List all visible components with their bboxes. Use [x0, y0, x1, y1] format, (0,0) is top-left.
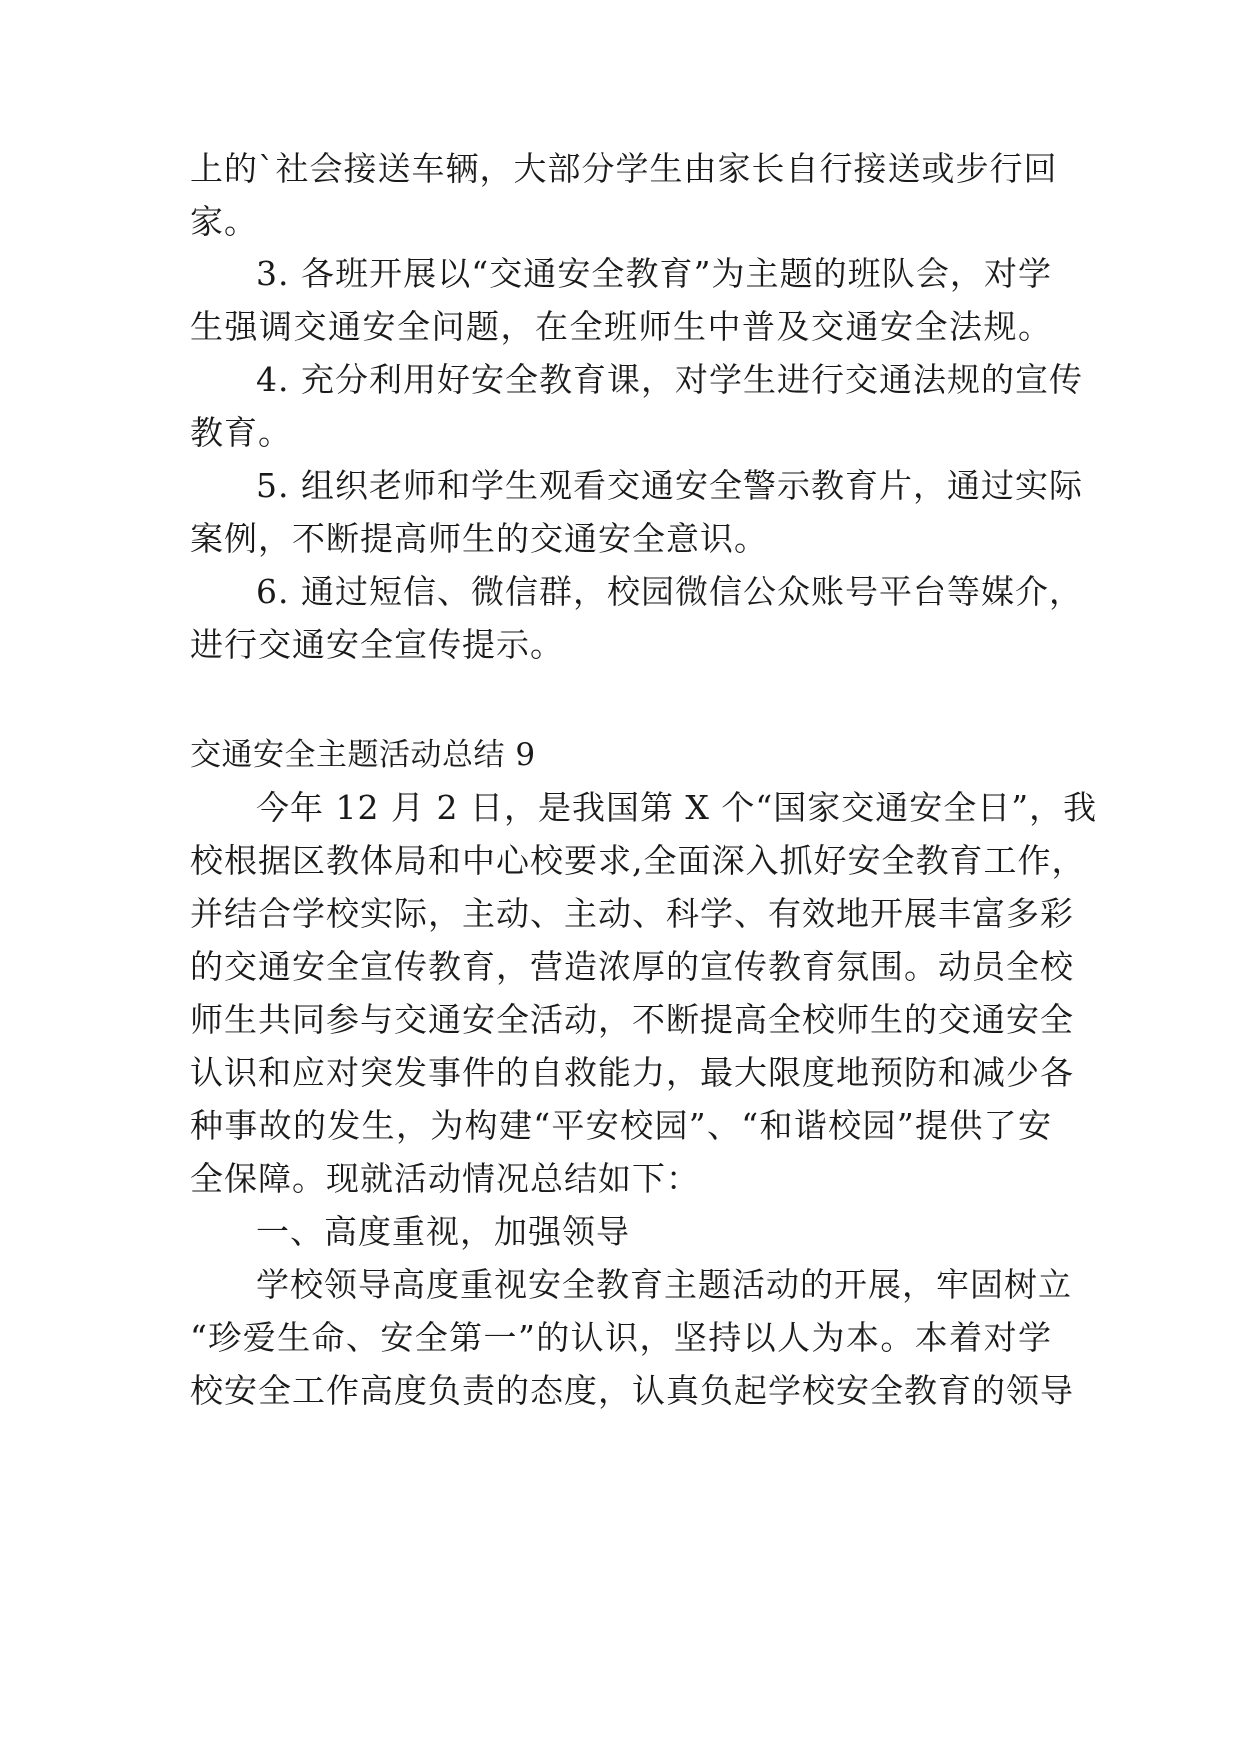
list-item-4: 4. 充分利用好安全教育课，对学生进行交通法规的宣传	[256, 360, 1083, 399]
paragraph-line: 种事故的发生，为构建“平安校园”、“和谐校园”提供了安	[190, 1106, 1052, 1145]
text-line: 案例，不断提高师生的交通安全意识。	[190, 519, 768, 558]
paragraph-line: 的交通安全宣传教育，营造浓厚的宣传教育氛围。动员全校	[190, 947, 1074, 986]
paragraph-line: 认识和应对突发事件的自救能力，最大限度地预防和减少各	[190, 1053, 1074, 1092]
paragraph-line: 全保障。现就活动情况总结如下：	[190, 1159, 700, 1198]
text-line: 进行交通安全宣传提示。	[190, 625, 564, 664]
subsection-heading: 一、高度重视，加强领导	[256, 1212, 630, 1251]
paragraph-line: 学校领导高度重视安全教育主题活动的开展，牢固树立	[256, 1265, 1072, 1304]
text-line: 生强调交通安全问题，在全班师生中普及交通安全法规。	[190, 307, 1052, 346]
list-item-6: 6. 通过短信、微信群，校园微信公众账号平台等媒介，	[256, 572, 1083, 611]
paragraph-line: 并结合学校实际，主动、主动、科学、有效地开展丰富多彩	[190, 894, 1074, 933]
list-item-3: 3. 各班开展以“交通安全教育”为主题的班队会，对学	[256, 254, 1052, 293]
paragraph-line: 校根据区教体局和中心校要求,全面深入抓好安全教育工作，	[190, 841, 1086, 880]
text-line: 家。	[190, 202, 258, 241]
paragraph-line: 师生共同参与交通安全活动，不断提高全校师生的交通安全	[190, 1000, 1074, 1039]
paragraph-line: “珍爱生命、安全第一”的认识，坚持以人为本。本着对学	[190, 1318, 1052, 1357]
text-line: 上的`社会接送车辆，大部分学生由家长自行接送或步行回	[190, 149, 1058, 188]
paragraph-line: 今年 12 月 2 日，是我国第 X 个“国家交通安全日”，我	[256, 788, 1098, 827]
section-heading: 交通安全主题活动总结 9	[190, 737, 536, 773]
paragraph-line: 校安全工作高度负责的态度，认真负起学校安全教育的领导	[190, 1371, 1074, 1410]
text-line: 教育。	[190, 413, 292, 452]
list-item-5: 5. 组织老师和学生观看交通安全警示教育片，通过实际	[256, 466, 1083, 505]
